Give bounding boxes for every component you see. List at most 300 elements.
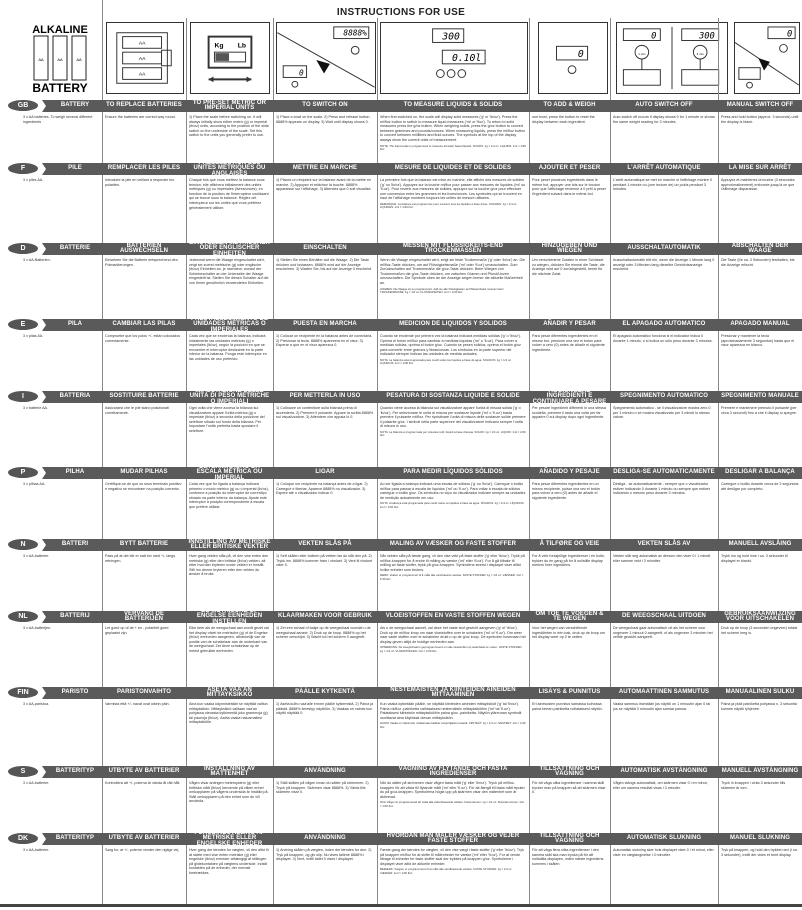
instruction-text: When first switched on, the scale will display solid measures ('g' or 'lb/oz'). Press the ml/floz button to switch to measure liquid measures ('ml' or 'floz'). To return to solid measures press the g/oz button. When weighing solids, press the g/oz button to convert between grammes and pounds/ounces. When measuring liquids, press the ml/floz button to convert between millilitres and fluid ounces. The symbols at the top of the display always show the current units of measurement. [380,115,526,142]
column-divider [718,699,719,766]
measure-note: NOTA: La bilancia è programmata per misurare tutti i liquidi a base d'acqua. SOLIDI: 1g = 1/4 oz. LIQUIDI: 1ml = 1/30 floz. [380,429,526,438]
text-measure [377,702,529,729]
text-measure [377,334,529,366]
header-auto-switch-off: DE WEEGSCHAAL UITDOEN [622,613,706,620]
text-manual-switch-off [718,178,802,192]
svg-text:ALKALINE: ALKALINE [32,24,88,36]
language-badge: I [8,391,38,402]
header-battery: BATTERITYP [55,768,95,775]
svg-text:BATTERY: BATTERY [32,81,88,94]
header-switch-on: ANVÄNDNING [304,835,346,842]
column-divider [273,331,274,391]
instruction-text: Automatisk slukning sker hvis displayet viser 0 i ét minut, eller viser en vægtangivelse i 3 minutter. [613,848,714,857]
instruction-text: 1) Placez un récipient sur la balance avant de la mettre en marche. 2) Appuyez et relâchez la touche. 8888% apparaisse sur l'affichage. 3) Attendez que 0 soit visualisé. [276,178,372,192]
text-manual-switch-off [718,781,802,790]
instruction-text: 1) Place a bowl on the scale. 2) Press and release button. 8888% appears on display. 3) Wait until display shows 0. [276,115,371,124]
measure-note: OPMERKING: De weegschaal is geprogrammeerd om alle vloeistoffen op waterbasis te meten. VASTE STOFFEN: 1g = 1/4 oz. VLOEISTOFFEN: 1ml = 1/30 floz. [380,645,523,653]
instruction-text: Chaque fois que vous mettrez la balance sous tension, elle affichera initialement des unités métriques (g) ou impériales (livres/onces), en fonction de la position de l'interrupteur coulissant qui se trouve sous la balance. Réglez cet interrupteur sur les unités que vous préférez généralement utiliser. [189,178,269,210]
text-measure [377,178,529,210]
column-divider [610,845,611,904]
column-divider [610,18,611,100]
column-divider [610,623,611,687]
column-divider [529,551,530,611]
measure-note: NOTE: The liquid scale is programmed to measure all water based liquids. SOLIDS: 1g = 1/4 oz. LIQUIDS: 1ml = 1/30 floz. [380,143,526,151]
text-add-weigh [529,406,610,420]
instruction-text: 1) Collocare un contenitore sulla bilancia prima di accenderla. 2) Premere il pulsante. Appare la scritta 8888% sul visualizzatore. 3) Attendere che appaia lo 0. [276,406,374,420]
column-divider [102,845,103,904]
column-divider [102,18,103,100]
column-divider [718,623,719,687]
instruction-text: Presionar y mantener la tecla (aproximadamente 3 segundos) hasta que el visor aparezca en blanco. [721,334,795,348]
instruction-text: 3 x AA-batterier. [23,781,50,785]
column-divider [186,331,187,391]
text-preset-units [186,258,273,286]
column-divider [529,112,530,163]
svg-text:AA: AA [138,56,146,62]
instruction-text: Varmista että +/- navat ovat oikein päin. [105,702,170,706]
instruction-text: Spegnimento automatico - se il visualizzatore mostra zero 0 per 1 minuto o se mostra visualizzato per 3 minuti lo stesso valore. [613,406,711,420]
instruction-text: Ao ser ligada a balança indicará uma escala de sólidos ('g' ou 'lb/oz'). Carregue o botão ml/floz para passar à escala de líquidos ('ml' ou 'fl.oz'). Para voltar à escala de sólidos carregue o botão g/oz. Os símbolos no topo do visualizador indicam sempre as unidades de medição actualmente em uso. [380,482,526,500]
header-replace-batteries: TO REPLACE BATTERIES [106,102,182,109]
header-auto-switch-off: DESLIGA-SE AUTOMATICAMENTE [613,469,715,476]
text-add-weigh [529,334,610,352]
column-divider [186,112,187,163]
column-divider [186,699,187,766]
text-switch-on [273,334,377,348]
text-preset-units [186,115,273,138]
header-measure: PARA MEDIR LÍQUIDOS SÓLIDOS [403,469,503,476]
svg-text:AA: AA [138,41,146,47]
header-replace-batteries: VERVANG DE BATTERIJEN [123,610,165,622]
svg-text:Lb: Lb [237,42,247,50]
instruction-text: Hver gang der tændes for vægten, vil den altid til at starte med vise enten metriske (g) eller engelske (lb/oz) enheder afhængigt af stillingen på glidekontakten på vægtens underside. Indstil kontakten på de enheder, der normalt foretrækkes. [189,848,269,875]
header-auto-switch-off: AUTOMATISK AVSTÄNGNING [620,768,708,775]
header-add-weigh: AGGIUNGERE INGREDIENTI E CONTINUARE A PESARE [532,387,607,405]
text-switch-on [273,702,377,716]
svg-text:0.10l: 0.10l [451,52,482,64]
measure-note: NOTA: La balanza está programada para medir todos los líquidos a base de agua. SOLIDOS: 1g = 1/4 oz. LIQUIDOS: 1ml = 1/30 floz. [380,357,512,366]
instruction-text: El apagado automático funciona si el indicador indica 0 durante 1 minuto, o si indica un sólo peso durante 3 minutos. [613,334,713,343]
header-manual-switch-off: GEBRUIKSAANWIJZING VOOR UITSCHAKELEN [724,610,796,622]
language-section-gb [0,100,802,163]
header-measure: MALING AV VÆSKER OG FASTE STOFFER [389,541,517,548]
text-auto-switch-off [610,258,718,272]
header-replace-batteries: UTBYTE AV BATTERIER [108,768,180,775]
text-preset-units [186,781,273,804]
column-divider [102,778,103,833]
column-divider [273,699,274,766]
text-measure [377,554,529,581]
header-auto-switch-off: AUTOMAATTINEN SAMMUTUS [618,689,710,696]
instruction-text: Sørg for, at +/- polerne vender den rigtige vej. [105,848,180,852]
text-battery [20,626,102,631]
measure-note: Obs! Vågen är programmerad att mäta alla vattenbaserade vätskor. Fasta ämnen: 1g = 1/4 oz. Flytande ämnen: 1ml = 1/30 floz. [380,800,524,808]
instruction-text: Paina ja pidä painiketta pohjassa n. 3 sekuntia kunnes näyttö tyhjenee. [721,702,797,711]
header-manual-switch-off: APAGADO MANUAL [730,321,790,328]
auto-switch-off-illustration [616,22,728,94]
instruction-text: La première fois que la balance est mise en marche, elle affiche des mesures de solides ('g' ou 'lb/oz'). Appuyez sur la touche ml/floz pour passer aux mesures de liquides ('ml' ou 'fl.oz'). Pour revenir aux mesures de solides, appuyez sur la touche g/oz pour effectuer une conversion entre les grammes et les livres/onces. Les symboles qui se trouvent en haut de l'affichage montrent toujours les unités de mesure utilisées. [380,178,526,201]
header-battery: PARISTO [61,689,89,696]
measure-note: REMARQUE: La balance est programmée pour mesurer tous les liquides à base d'eau. SOLIDES: 1g = 1/4 oz. LIQUIDES: 1ml = 1/30 floz. [380,201,518,210]
column-divider [273,845,274,904]
text-battery [20,482,102,487]
instruction-text: L'arrêt automatique se met en marche si l'affichage montre 0 pendant 1 minute ou (une lecture de) un poids pendant 3 minutes. [613,178,712,192]
header-auto-switch-off: SPEGNIMENTO AUTOMATICO [620,393,708,400]
header-switch-on: TO SWITCH ON [302,102,348,109]
instruction-text: Eri ainesosien punnitus samassa kulhossa: paina kerran painiketta nollataksesi näytön. [532,702,603,711]
column-divider [718,112,719,163]
instruction-text: Press and hold button (approx. 3 seconds) until the display is blank. [721,115,799,124]
text-preset-units [186,554,273,577]
header-manual-switch-off: MANUELL AVSTÄNGNING [721,768,799,775]
text-preset-units [186,482,273,510]
header-add-weigh: LISÄYS & PUNNITUS [538,689,601,696]
column-divider [610,778,611,833]
instruction-text: Per pesare ingredienti differenti in una stessa scodella, premere il tasto una volta per far apparire 0 sul display dopo ogni ingrediente. [532,406,606,420]
text-measure [377,781,529,808]
instruction-text: När du sätter på strömmen visar vågen fasta mått ('g' eller 'lb/oz'). Tryck på ml/floz-knappen för att växla till flytande mått ('ml' eller 'fl.oz'). För att återgå till fasta mått trycker du på g/oz-knappen. Symbolerna högst upp på skärmen visar den mätenhet som är aktiverad. [380,781,525,799]
header-preset-units: DETERMINAÇÃO DA ESCALA MÉTRICA OU IMPERIAL [196,463,263,481]
header-auto-switch-off: L'ARRÊT AUTOMATIQUE [627,165,701,172]
text-battery [20,258,102,263]
instruction-text: 3 x pilas AA. [23,334,44,338]
text-auto-switch-off [610,482,718,496]
battery-compartment-illustration [106,22,184,94]
header-replace-batteries: REMPLACER LES PILES [107,165,181,172]
instruction-text: Vågen stängs automatiskt, om skärmen visar 0 i en minut, eller om samma resultat visas i 3 minuter. [613,781,708,790]
header-manual-switch-off: MANUEL SLUKNING [729,835,791,842]
column-divider [273,18,274,100]
header-manual-switch-off: MANUAL SWITCH OFF [726,102,794,109]
text-manual-switch-off [718,406,802,415]
text-add-weigh [529,258,610,276]
text-auto-switch-off [610,178,718,192]
header-measure: VÄGNING AV FLYTANDE OCH FASTA INGREDIENSER [398,765,508,777]
column-divider [186,479,187,539]
column-divider [610,112,611,163]
svg-text:AA: AA [76,57,82,62]
instruction-text: Kontrollera att +/- polerna är vända åt rätt håll. [105,781,181,785]
add-weigh-illustration [538,22,608,94]
svg-text:AA: AA [138,72,146,78]
text-switch-on [273,781,377,795]
svg-text:AA: AA [57,57,63,62]
instruction-text: Jedesmal wenn die Waage eingeschaltet wird, zeigt sie zuerst metrische (g) oder englische (lb/oz) Einheiten an, je nachdem, worauf der Schiebeschalter an der Unterseite der Waage eingestellt ist. Stellen Sie diesen Schalter auf die von Ihnen gewöhnlich verwendeten Einheiten. [189,258,269,285]
instruction-text: Kun vaaka kytketään päälle, se näyttää kiinteiden aineiden mittayksiköt ('g' tai 'lb/oz'). Paina ml/floz -painiketta vaihtaaksesi nestemäisiin mittayksiköihin ('ml' tai 'fl.oz'). Palataksesi kiinteisiin mittayksiköihin paina g/oz -painiketta. Näytön yläreunan symbolit osoittavat aina käytössä olevan mittayksikön. [380,702,522,720]
column-divider [102,551,103,611]
text-add-weigh [529,178,610,196]
header-battery: PILE [68,165,82,172]
column-divider [102,623,103,687]
text-add-weigh [529,482,610,500]
column-divider [186,623,187,687]
language-section-f [0,159,802,243]
column-divider [273,778,274,833]
text-switch-on [273,626,377,640]
instruction-text: Vekten slår seg automatisk av dersom den viser 0 i 1 minutt eller samme vekt i 3 minutter. [613,554,711,563]
text-battery [20,554,102,559]
svg-text:300: 300 [442,31,460,43]
header-measure: PESATURA DI SOSTANZA LIQUIDE E SOLIDE [386,393,520,400]
language-badge: N [8,539,38,550]
text-battery [20,334,102,339]
language-section-n [0,539,802,611]
header-replace-batteries: SOSTITUIRE BATTERIE [109,393,179,400]
column-divider [186,845,187,904]
column-divider [377,403,378,467]
header-manual-switch-off: SPEGNIMENTO MANUALE [721,393,799,400]
column-divider [529,175,530,243]
measure-note: HUOM: Vaaka on ohjelmoitu mittaamaan kaikkia vesipohjaisia nesteitä. KIINTEÄT: 1g = 1/4 oz. NESTEET: 1ml = 1/30 floz. [380,721,526,729]
instruction-text: 1) Zet een schaal of bakje op de weegschaal voordat u de weegschaal aanzet. 2) Druk op de knop. 8888% op het scherm verschijnt. 3) Wacht tot het scherm 0 aangeeft. [276,626,371,640]
column-divider [610,331,611,391]
column-divider [529,18,530,100]
column-divider [377,699,378,766]
measure-illustration [380,22,528,94]
text-measure [377,258,529,294]
instruction-text: Pass på at det blir er satt inn med +/- langs retningen. [105,554,176,563]
column-divider [377,778,378,833]
bottom-rule [0,904,802,907]
instruction-text: Einsetzen Sie die Batterie entsprechend den Polmarkierungen. [105,258,178,267]
text-auto-switch-off [610,334,718,343]
language-section-fin [0,687,802,766]
header-manual-switch-off: MANUELL AVSLÅING [728,541,792,548]
instruction-text: Die Taste (für ca. 3 Sekunden) festhalten, bis die Anzeige erlischt. [721,258,795,267]
text-preset-units [186,406,273,434]
column-divider [529,845,530,904]
column-divider [529,255,530,319]
header-battery: BATTERI [61,541,89,548]
column-divider [529,479,530,539]
header-preset-units: EINSTELLEN METRISCHER ODER ENGLISCHER EINHEITEN [189,239,270,257]
instruction-text: Cuando se enciende por primera vez la balanza indicará medidas sólidas ('g' o 'lb/oz'). Oprima el botón ml/floz para cambiar a medidas líquidas ('ml' o 'fl.oz'). Para volver a medidas sólidas, oprima el botón g/oz. Cuando se pesen sólidos, oprima el botón g/oz para convertir entre gramos y libras/onzas. Los símbolos en la parte superior del indicador siempre indican las unidades de medida actuales. [380,334,521,357]
header-add-weigh: TO ADD & WEIGH [543,102,596,109]
header-measure: MESURE DE LIQUIDES ET DE SOLIDES [394,165,512,172]
header-manual-switch-off: LA MISE SUR ARRÊT [728,165,792,172]
language-badge: P [8,467,38,478]
instruction-text: 1) Stellen Sie einen Behälter auf die Waage. 2) Die Taste drücken und loslassen. 8888% wird auf der Anzeige erscheinen. 3) Warten Sie, bis auf der Anzeige 0 erscheint. [276,258,372,272]
column-divider [102,331,103,391]
text-auto-switch-off [610,781,718,790]
instruction-text: Vågen visar antingen metersystem (g) eller brittiska mått (lb/oz) beroende på vilken enhet omkopplaren på vågens undersida är inställd på. Ställ omkopplaren på den enhet som du vill använda. [189,781,269,804]
header-battery: PILHA [65,469,85,476]
instruction-text: 3 x AA-paristoa. [23,702,50,706]
instruction-text: Desliga - se automaticamente - sempre que o visualizador estiver indicando 0 durante 1 minuto ou sempre que estiver indicando o mesmo peso durante 3 minutos. [613,482,710,496]
language-section-dk [0,829,802,904]
column-divider [273,112,274,163]
text-replace-batteries [102,406,186,415]
column-divider [186,175,187,243]
instruction-text: Als u de weegschaal aanzet, zal deze het vaste stof gewicht aangeven ('g' of 'lb/oz'). Druk op de ml/floz knop om naar vloeistoffen over te schakelen ('ml' of 'fl.oz'). Om weer naar vaste stoffen over te schakelen drukt u op de g/oz knop. De symbolen bovenaan het display geven altijd de huidige eenheden aan. [380,626,526,644]
column-divider [377,255,378,319]
header-replace-batteries: BATTERIEN AUSWECHSELN [119,242,169,254]
svg-text:300: 300 [698,31,715,42]
header-manual-switch-off: DESLIGAR A BALANÇA [725,469,795,476]
column-divider [186,403,187,467]
text-preset-units [186,626,273,654]
svg-text:8888%: 8888% [343,28,367,38]
column-divider [377,479,378,539]
column-divider [186,778,187,833]
column-divider [377,18,378,100]
header-battery: BATTERITYP [55,835,95,842]
header-add-weigh: TILLSÄTTNING OCH VÄGNING [539,765,600,777]
column-divider [529,331,530,391]
text-switch-on [273,848,377,862]
instruction-text: Hver gang vekten slås på, vil den vise enten den metriske (g) eller den britiske (lb/oz) vekten, alt etter hvordan bryteren under vekten er innstilt. Still inn denne bryteren etter den vekten du ønsker å bruke. [189,554,269,577]
header-switch-on: PER METTERLA IN USO [289,393,361,400]
text-auto-switch-off [610,848,718,857]
header-auto-switch-off: EL APAGADO AUTOMATICO [622,321,706,328]
column-divider [102,175,103,243]
instruction-text: one bowl, press the button to reset the display between each ingredient. [532,115,595,124]
header-add-weigh: Å TILFØRE OG VEIE [539,541,600,548]
text-switch-on [273,178,377,192]
text-preset-units [186,178,273,210]
header-add-weigh: TILLSÄTTNING OCH VÄGNING [539,832,600,844]
column-divider [186,551,187,611]
header-auto-switch-off: AUSSCHALTAUTOMATIK [627,245,701,252]
column-divider [718,331,719,391]
instruction-text: 3 x AA-batterier. [23,848,50,852]
text-preset-units [186,334,273,362]
text-replace-batteries [102,334,186,343]
instruction-text: 3 x AA-Batterien. [23,258,51,262]
text-measure [377,115,529,151]
text-battery [20,178,102,183]
text-battery [20,115,102,124]
column-divider [718,479,719,539]
text-manual-switch-off [718,626,802,635]
instruction-text: För att väga olika ingredienser i samma skål trycker man på knappen så att skärmen visar 0. [532,781,606,795]
instruction-text: Tryck in knappen i cirka 3 sekunder tills skärmen är tom. [721,781,786,790]
instruction-text: Wenn die Waage eingeschaltet wird, zeigt sie feste Trockenmaße ('g' oder 'lb/oz') an. Die ml/floz-Taste drücken, um auf Flüssigkeitsmaße ('ml' oder 'fl.oz') umzuschalten. Zum Zurückschalten auf Trockenmaße die g/oz-Taste drücken. Beim Wiegen von Trockenmaßen die g/oz-Taste drücken, um zwischen Gramm und Pfund/Unzen umzuschalten. Die Symbole oben an der Anzeige zeigen immer die aktuelle Maßeinheit an. [380,258,526,285]
instruction-text: Voor het wegen van verschillende ingrediënten in één bak, druk op de knop om het display weer op 0 te zetten. [532,626,605,640]
column-divider [529,623,530,687]
text-add-weigh [529,848,610,866]
text-preset-units [186,848,273,876]
text-manual-switch-off [718,115,802,124]
header-switch-on: VEKTEN SLÅS PÅ [298,541,352,548]
instruction-text: Tryk på knappen, og hold den trykket ned (i ca. 3 sekunder), indtil der vises et tomt display. [721,848,798,857]
header-switch-on: PÄÄLLE KYTKENTÄ [295,689,355,696]
text-battery [20,702,102,707]
instruction-text: Para pesar diferentes ingredientes en un mismo recipiente, pulsar una vez el botón para volver a cero (0) antes de añadir el siguiente ingrediente. [532,482,601,500]
column-divider [718,18,719,100]
text-replace-batteries [102,178,186,187]
text-manual-switch-off [718,334,802,348]
header-switch-on: METTRE EN MARCHE [292,165,358,172]
column-divider [273,479,274,539]
language-badge: GB [8,100,38,111]
header-replace-batteries: CAMBIAR LAS PILAS [112,321,176,328]
column-divider [377,112,378,163]
instruction-text: 1) Aseta kulho vaa'alle ennen päälle kytkemistä. 2) Paina ja päästä. 8888% ilmestyy näyttöön. 3) Vaakaa on valmis kun näyttö näyttää 0. [276,702,374,716]
column-divider [718,175,719,243]
header-measure: TO MEASURE LIQUIDS & SOLIDS [403,102,503,109]
column-divider [718,255,719,319]
column-divider [718,551,719,611]
text-measure [377,626,529,653]
svg-text:AA: AA [38,57,44,62]
language-section-nl [0,607,802,687]
instruction-text: Aina kun vaaka käynnistetään se näyttää valitun mittayksikön. Mittayksikkö valitaan vaa'an pohjassa olevasta kytkimestä joko grammoja (g) tai paunoja (lb/oz). Aseta vaaka haluamallesi mittayksikölle. [189,702,268,725]
instruction-text: For å veie forskjellige ingredienser i én bolle, trykker du én gang på for å nullstille display mellom hver ingrediens. [532,554,605,568]
text-replace-batteries [102,258,186,267]
column-divider [273,551,274,611]
instruction-text: Når vekten slås på første gang, vil den vise vekt på faste stoffer ('g' eller 'lb/oz'). Trykk på ml/floz-knappen for å endre til måling av væske ('ml' eller 'fl.oz'). For å gå tilbake til måling av faste stoffer, trykk på g/oz-knappen. Symbolene øverst i displayet viser alltid hvilke enheter som brukes. [380,554,525,572]
instruction-text: Vaaka sammuu itsestään jos näyttö on 1 minuutin ajan 0 tai jos se näyttää 3 minuutin ajan samaa painoa. [613,702,711,711]
svg-text:0: 0 [786,29,793,40]
header-add-weigh: AJOUTER ET PESER [538,165,601,172]
measure-note: HINWEIS: Die Waage ist so programmiert, daß sie alle Flüssigkeiten auf Wasserbasis messen kann. TROCKENMASSE: 1g = 1/4 oz. FLÜSSIGKEITEN: 1ml = 1/30 floz. [380,286,505,294]
column-divider [377,331,378,391]
text-manual-switch-off [718,702,802,711]
header-replace-batteries: PARISTONVAIHTO [117,689,171,696]
column-divider [102,699,103,766]
switch-on-illustration [276,22,376,94]
column-divider [102,112,103,163]
instruction-text: 1) Ställ skålen på vågen innan du sätter på strömmen. 2) Tryck på knappen. Skärmen visar 8888%. 3) Vänta tills skärmen visar 0. [276,781,369,795]
column-divider [102,479,103,539]
column-divider [718,778,719,833]
header-replace-batteries: MUDAR PILHAS [120,469,168,476]
instruction-text: Cada vez que for ligada a balança indicará primeiro o modo métrico (g) ou o imperial (lb/oz), conforme a posição do interruptor de correrdiço situado na parte inferior da balança. Ajuste este interruptor à posição correspondente à escala que prefere utilizar. [189,482,269,509]
language-section-p [0,463,802,539]
manual-switch-off-illustration [734,22,800,94]
language-badge: F [8,163,38,174]
instruction-text: 1) Colocar un recipiente en la balanza antes de conectarla. 2) Presionar la tecla. 8888% aparecerá en el visor. 3) Esperar a que en el visor aparezca 0. [276,334,373,348]
instruction-text: Certifique-se de que os seus terminais positivo e negativo se encontram na posição correcta. [105,482,182,491]
text-battery [20,848,102,853]
header-battery: BATTERIE [59,245,91,252]
text-add-weigh [529,554,610,568]
header-preset-units: IMPOSTAZIONE DELLE UNITÀ DI PESO METRICHE O IMPERIALI [189,387,270,405]
text-replace-batteries [102,781,186,786]
header-switch-on: PUESTA EN MARCHA [293,321,357,328]
text-switch-on [273,554,377,568]
header-switch-on: LIGAR [315,469,335,476]
text-measure [377,848,529,875]
text-switch-on [273,482,377,496]
instruction-text: Trykk inn og hold inne i ca. 3 sekunder til displayet er blankt. [721,554,788,563]
column-divider [377,845,378,904]
instruction-text: Druk op de knop (3 seconden ongeveer) totdat het scherm leeg is. [721,626,798,635]
column-divider [718,845,719,904]
instruction-text: För att väga flera olika ingredienser i den samma skål ska man trycka på för att nollställa displayen, inden næste ingrediens kommes i skålen. [532,848,604,866]
alkaline-battery-logo [20,22,100,94]
column-divider [610,551,611,611]
text-replace-batteries [102,848,186,853]
column-divider [610,403,611,467]
svg-text:Kg: Kg [214,42,224,50]
unit-switch-illustration [190,22,270,94]
header-measure: MESSEN MIT FLÜSSIGKEITS-END TROCKENMASSEN [402,242,504,254]
column-divider [273,623,274,687]
column-divider [529,778,530,833]
svg-text:1 min: 1 min [638,52,646,57]
language-section-i [0,387,802,467]
instruction-text: Para pesar diferentes ingredientes en el mismo bol, presione una vez el botón para volver a cero (0) antes de añadir el siguiente ingrediente. [532,334,605,352]
instruction-text: 1) Place the scale before switching on. It will always initially show either metric (g) or imperial (lb/oz) units, according to the position of the slide switch on the underside of the scale. Set this switch to the units you generally prefer to use. [189,115,269,138]
text-replace-batteries [102,702,186,707]
instruction-text: 1) Sett skålen eller bolleen på vekten før du slår den på. 2) Trykk inn. 8888% kommer fram i vinduet. 3) Vent til vinduet viser 0. [276,554,373,568]
text-preset-units [186,702,273,725]
svg-text:0: 0 [577,49,584,61]
instruction-text: Auto switch off occurs if display shows 0 for 1 minute or shows the same weight reading for 3 minutes. [613,115,715,124]
header-preset-units: PRESELECTION DES UNITES METRIQUES OU ANGLAISES [193,159,266,177]
